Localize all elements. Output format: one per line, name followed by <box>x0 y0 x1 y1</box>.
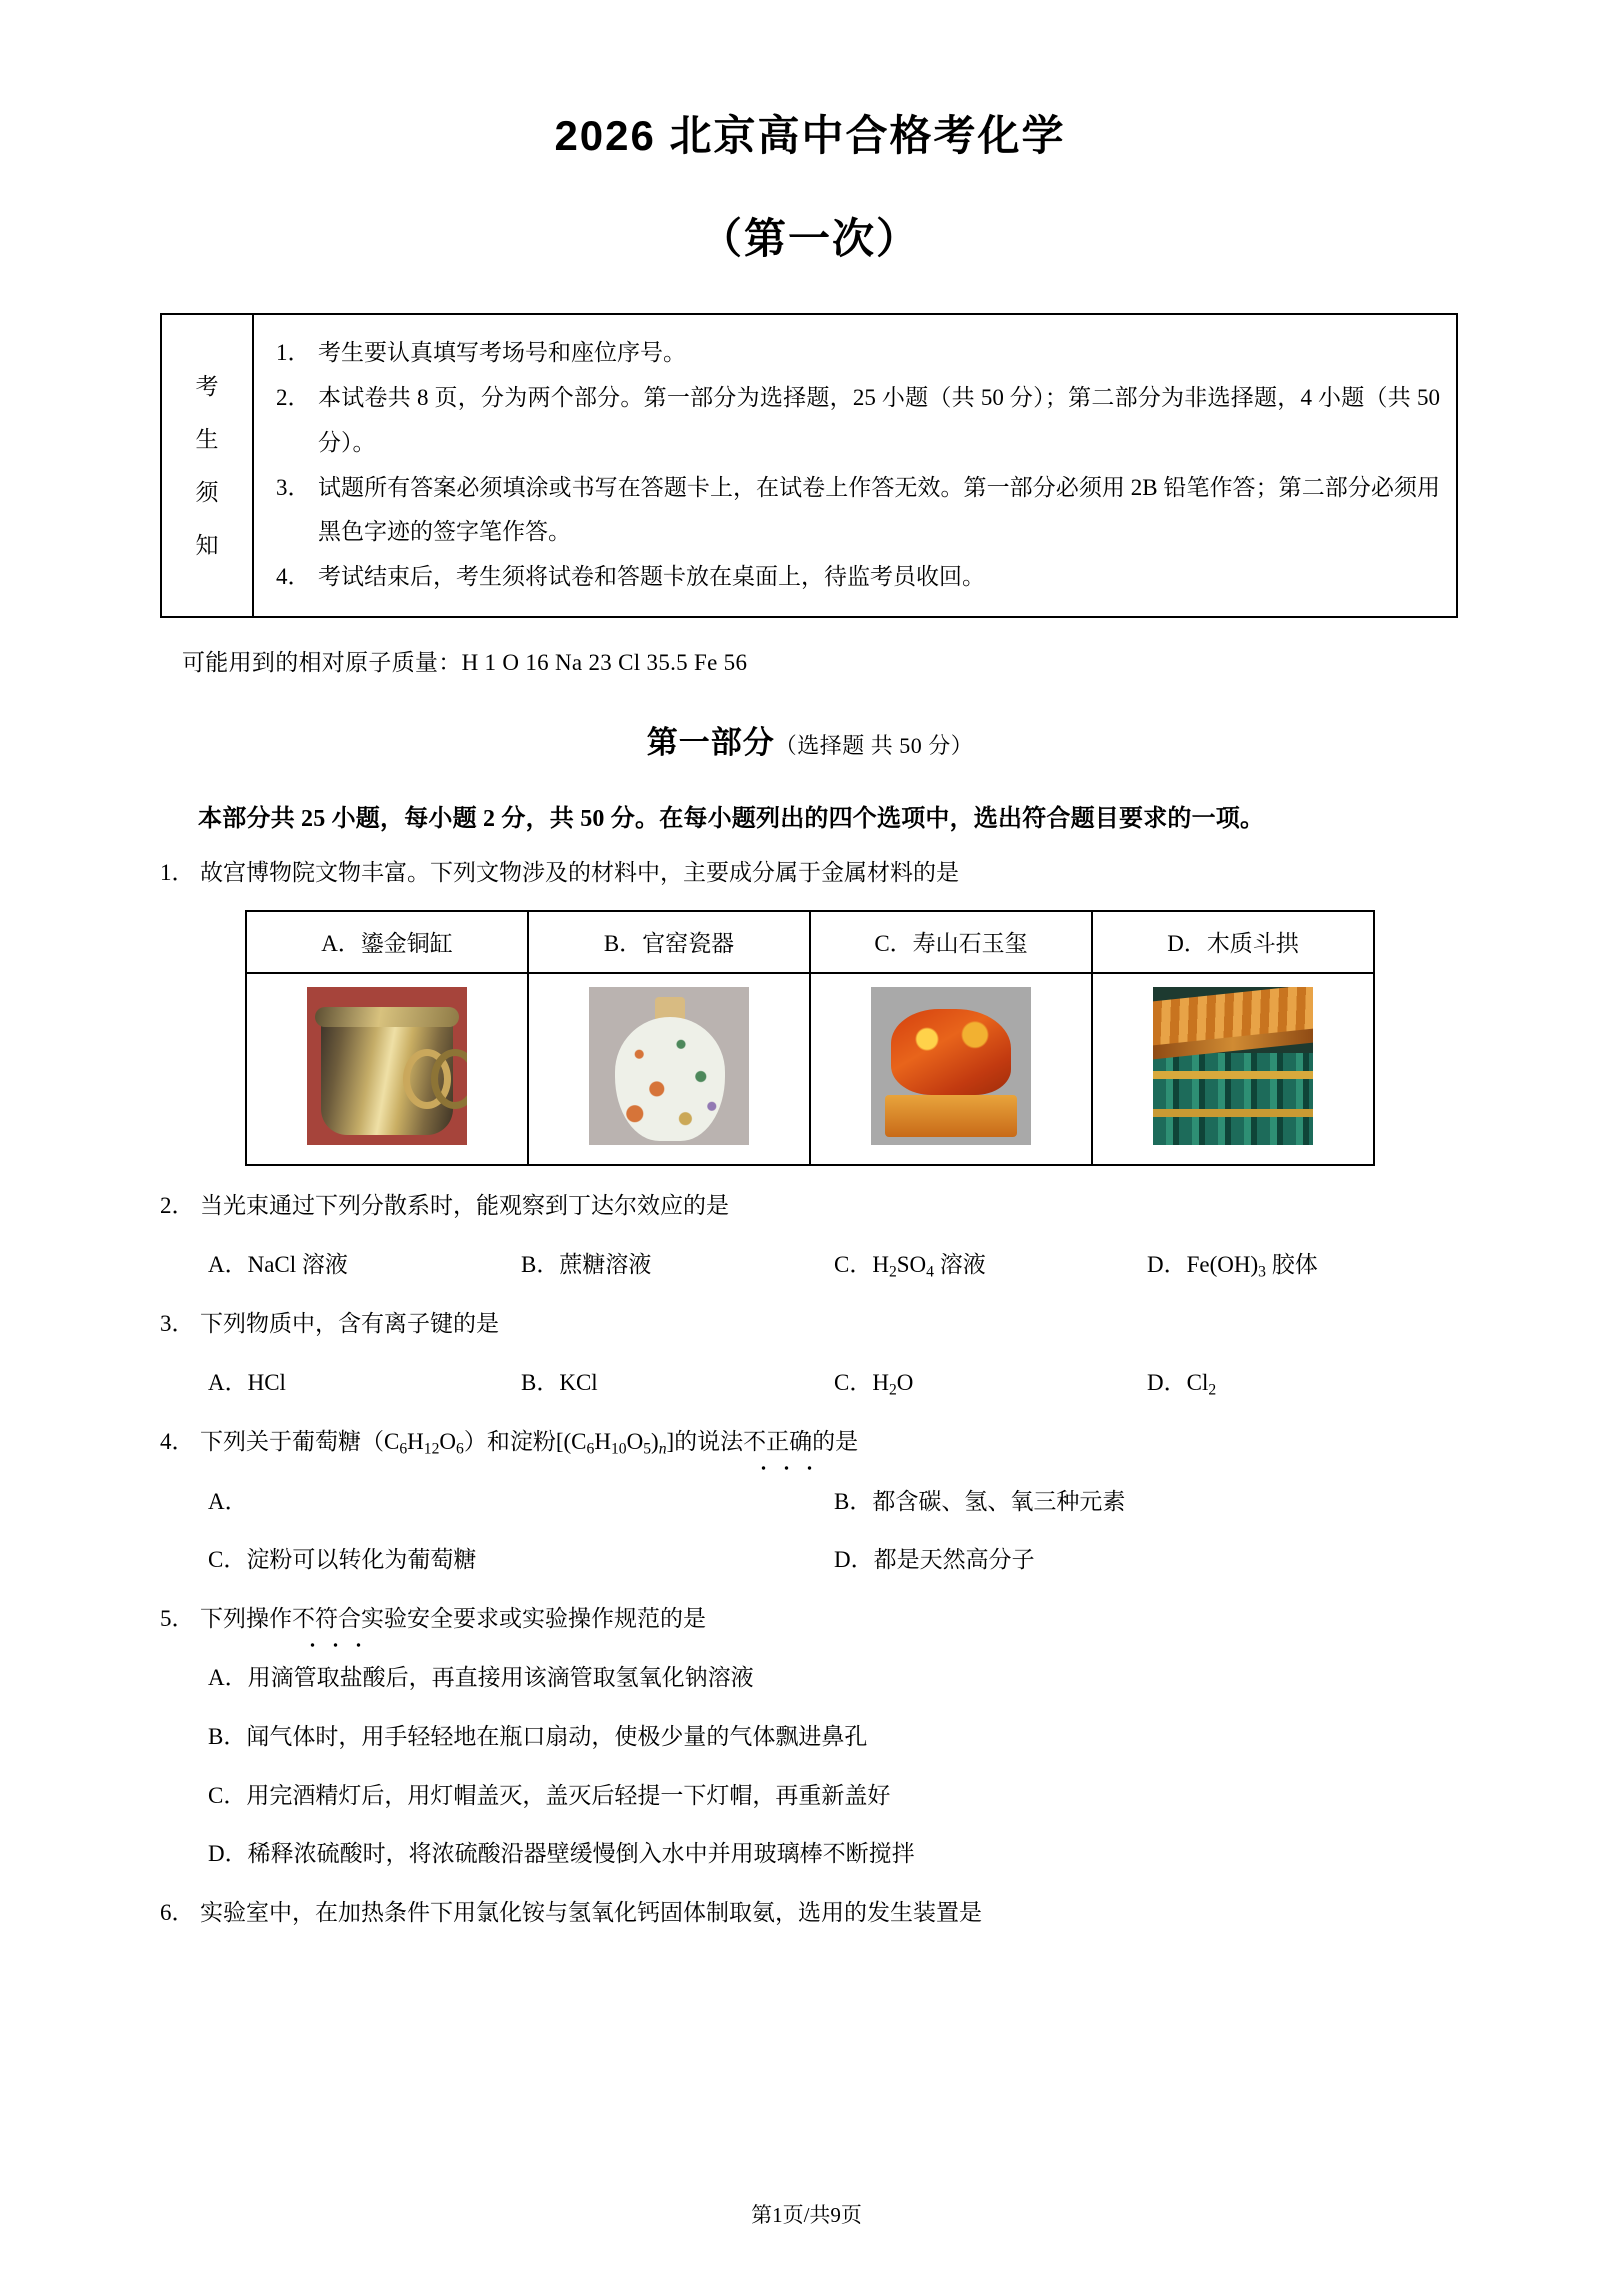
question-stem: 当光束通过下列分散系时，能观察到丁达尔效应的是 <box>200 1192 729 1218</box>
notice-label-char-1: 考 <box>195 373 219 399</box>
question-number: 6． <box>160 1900 195 1926</box>
question-1 <box>160 855 1460 892</box>
option-d-image-cell <box>1092 973 1374 1165</box>
question-2-choices <box>160 1247 1460 1284</box>
emphasis-text: 不正确 <box>743 1424 812 1461</box>
notice-item-number: 2． <box>276 384 311 410</box>
option-b-image-cell <box>528 973 810 1165</box>
table-row-headers <box>246 911 1374 973</box>
notice-item-text: 考试结束后，考生须将试卷和答题卡放在桌面上，待监考员收回。 <box>318 564 985 590</box>
question-number: 3． <box>160 1311 195 1337</box>
question-stem: 实验室中，在加热条件下用氯化铵与氢氧化钙固体制取氨，选用的发生装置是 <box>200 1900 982 1926</box>
choice-a[interactable]: A． <box>208 1488 248 1514</box>
choice-c[interactable]: C．淀粉可以转化为葡萄糖 <box>208 1547 477 1573</box>
notice-item-text: 本试卷共 8 页，分为两个部分。第一部分为选择题，25 小题（共 50 分）；第二部分为非选择题，4 小题（共 50 分）。 <box>318 384 1440 455</box>
option-a-image-cell <box>246 973 528 1165</box>
choice-b[interactable]: B．都含碳、氢、氧三种元素 <box>834 1488 1126 1514</box>
option-b-label: B．官窑瓷器 <box>528 911 810 973</box>
part-one-heading <box>160 717 1460 762</box>
choice-b[interactable]: B．KCl <box>521 1369 598 1395</box>
question-number: 2． <box>160 1192 195 1218</box>
question-5 <box>160 1601 1460 1638</box>
table-row-images <box>246 973 1374 1165</box>
part-one-instruction: 本部分共 25 小题，每小题 2 分，共 50 分。在每小题列出的四个选项中，选出符合题目要求的一项。 <box>198 806 1265 833</box>
question-stem: 下列关于葡萄糖$(C_6H_{12}O_6)$和淀粉$[(C_6H_{10}O_5)_n]$的说法不正确的是 <box>200 1424 1460 1461</box>
question-stem: 下列物质中，含有离子键的是 <box>200 1311 499 1337</box>
question-stem: 下列操作不符合实验安全要求或实验操作规范的是 <box>200 1601 1460 1638</box>
notice-item-text: 试题所有答案必须填涂或书写在答题卡上，在试卷上作答无效。第一部分必须用 2B 铅笔作答；第二部分必须用黑色字迹的签字笔作答。 <box>318 474 1440 545</box>
choice-d[interactable]: D．$Cl_2$ <box>1147 1369 1217 1399</box>
question-number: 4． <box>160 1429 195 1455</box>
examinee-notice-box <box>160 313 1458 618</box>
option-c-image-cell <box>810 973 1092 1165</box>
page-subtitle: （第一次） <box>699 214 920 262</box>
question-5-choice-b[interactable] <box>160 1719 1460 1756</box>
notice-label-char-4: 知 <box>195 532 219 558</box>
question-3 <box>160 1306 1460 1343</box>
option-a-label: A．鎏金铜缸 <box>246 911 528 973</box>
notice-item-number: 4． <box>276 564 311 590</box>
choice-d-text: D．稀释浓硫酸时，将浓硫酸沿器壁缓慢倒入水中并用玻璃棒不断搅拌 <box>208 1841 915 1867</box>
choice-c[interactable]: C．$H_2SO_4$ 溶液 <box>834 1251 986 1281</box>
notice-label-char-3: 须 <box>195 479 219 505</box>
question-5-choice-c[interactable] <box>160 1778 1460 1815</box>
part-one-title: 第一部分 <box>646 725 775 761</box>
choice-b[interactable]: B．蔗糖溶液 <box>521 1251 652 1277</box>
choice-a[interactable]: A．HCl <box>208 1369 286 1395</box>
option-d-label: D．木质斗拱 <box>1092 911 1374 973</box>
question-5-choice-a[interactable] <box>160 1660 1460 1697</box>
part-one-subtitle: （选择题 共 50 分） <box>774 733 974 759</box>
choice-c[interactable]: C．$H_2O$ <box>834 1369 914 1399</box>
question-2 <box>160 1188 1460 1225</box>
notice-item <box>276 331 1440 376</box>
emphasis-text: 不符合 <box>292 1601 361 1638</box>
choice-d[interactable]: D．都是天然高分子 <box>834 1547 1035 1573</box>
question-number: 5． <box>160 1606 195 1632</box>
notice-item-number: 3． <box>276 474 311 500</box>
page-title: 2026 北京高中合格考化学 <box>554 112 1066 159</box>
question-4 <box>160 1424 1460 1461</box>
gilded-bronze-vat-image <box>307 987 467 1145</box>
notice-item <box>276 466 1440 556</box>
question-4-choices-row-2 <box>160 1542 1460 1579</box>
notice-label-column <box>162 315 254 616</box>
shoushan-stone-seal-image <box>871 987 1031 1145</box>
question-number: 1． <box>160 860 195 886</box>
relative-atomic-masses: 可能用到的相对原子质量：H 1 O 16 Na 23 Cl 35.5 Fe 56 <box>182 650 748 676</box>
question-4-choices-row-1 <box>160 1484 1460 1521</box>
question-1-options-table <box>245 910 1375 1166</box>
choice-b-text: B．闻气体时，用手轻轻地在瓶口扇动，使极少量的气体飘进鼻孔 <box>208 1723 868 1749</box>
notice-item-text: 考生要认真填写考场号和座位序号。 <box>318 340 686 365</box>
question-stem: 故宫博物院文物丰富。下列文物涉及的材料中，主要成分属于金属材料的是 <box>200 860 959 886</box>
notice-item <box>276 555 1440 600</box>
question-6 <box>160 1895 1460 1932</box>
wooden-dougong-image <box>1153 987 1313 1145</box>
question-3-choices <box>160 1365 1460 1402</box>
question-5-choice-d[interactable] <box>160 1836 1460 1873</box>
notice-label-char-2: 生 <box>195 426 219 452</box>
choice-a-text: A．用滴管取盐酸后，再直接用该滴管取氢氧化钠溶液 <box>208 1665 754 1691</box>
choice-d[interactable]: D．$Fe(OH)_3$ 胶体 <box>1147 1251 1318 1281</box>
option-c-label: C．寿山石玉玺 <box>810 911 1092 973</box>
notice-body <box>254 315 1456 616</box>
notice-item <box>276 376 1440 466</box>
page-footer: 第1页/共9页 <box>751 2203 862 2227</box>
official-kiln-porcelain-image <box>589 987 749 1145</box>
choice-c-text: C．用完酒精灯后，用灯帽盖灭，盖灭后轻提一下灯帽，再重新盖好 <box>208 1782 891 1808</box>
notice-item-number: 1． <box>276 340 311 365</box>
page-content <box>160 0 1460 1932</box>
choice-a[interactable]: A．NaCl 溶液 <box>208 1251 348 1277</box>
